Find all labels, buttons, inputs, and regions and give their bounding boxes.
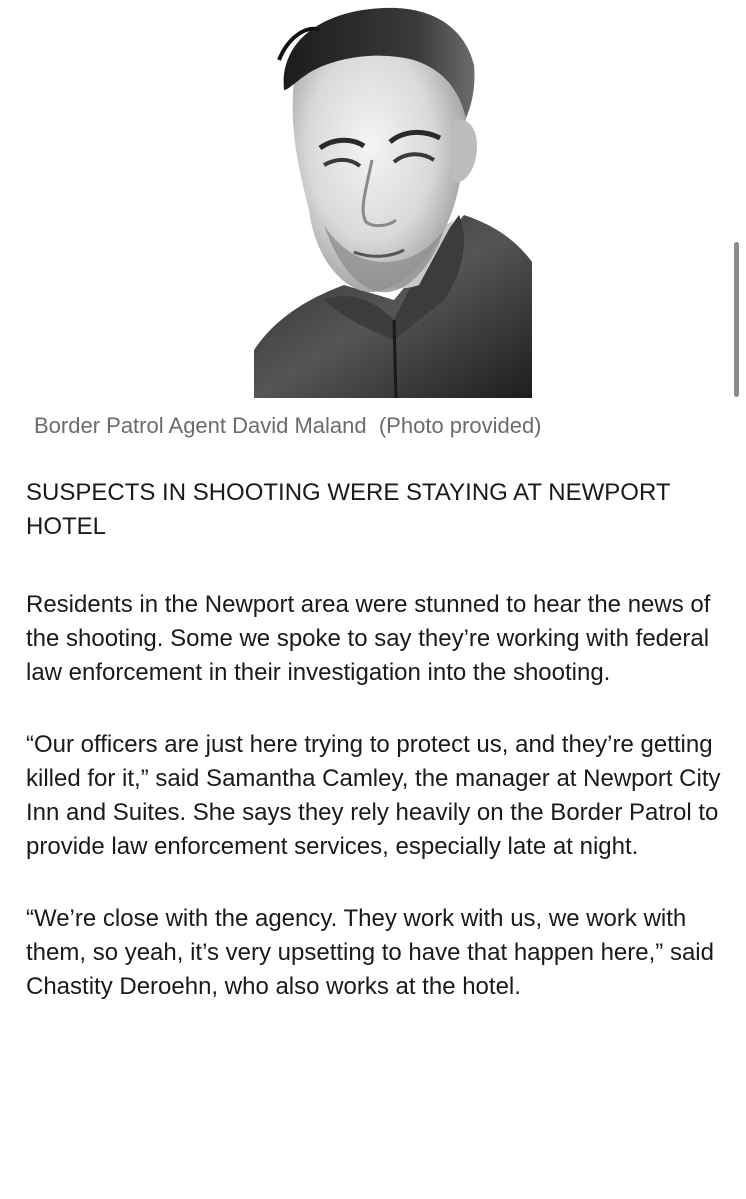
scrollbar[interactable]	[734, 242, 739, 397]
portrait-photo-icon	[254, 0, 532, 398]
article-body	[26, 476, 726, 1004]
article-paragraph: “We’re close with the agency. They work with us, we work with them, so yeah, it’s very upsetting to have that happen here,” said Chastity Deroehn, who also works at the hotel.	[26, 905, 714, 1000]
article-paragraph: Residents in the Newport area were stunned to hear the news of the shooting. Some we spoke to say they’re working with federal law enforcement in their investigation into the shooting.	[26, 591, 711, 686]
photo-caption: Border Patrol Agent David Maland (Photo provided)	[34, 413, 542, 438]
article-paragraph: “Our officers are just here trying to protect us, and they’re getting killed for it,” said Samantha Camley, the manager at Newport City Inn and Suites. She says they rely heavily on the Border Patrol to provide law enforcement services, especially late at night.	[26, 731, 721, 860]
agent-photo	[254, 0, 532, 398]
article-subheadline: SUSPECTS IN SHOOTING WERE STAYING AT NEWPORT HOTEL	[26, 479, 671, 540]
